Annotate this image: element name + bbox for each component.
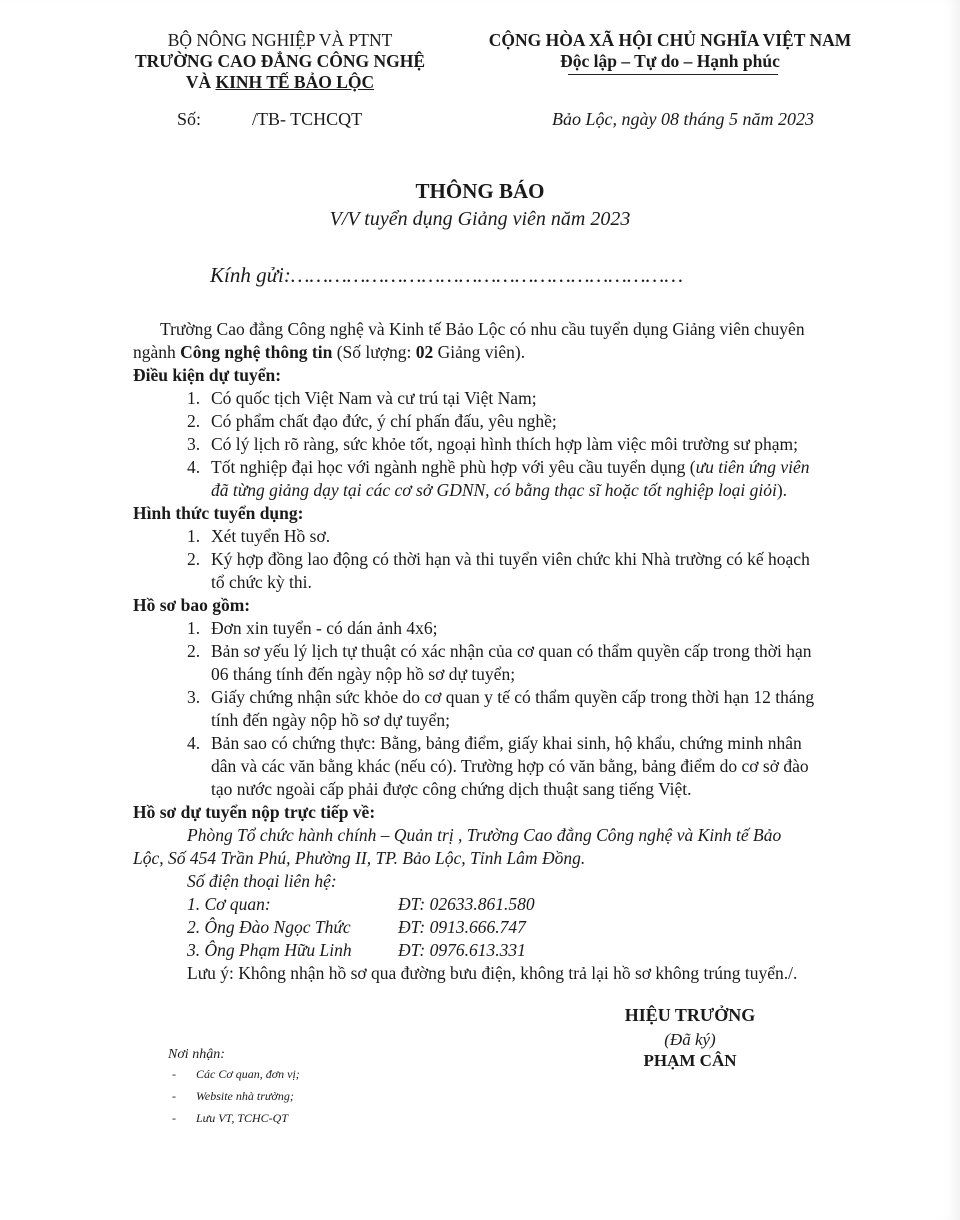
dossier-item-1: 1. Đơn xin tuyển - có dán ảnh 4x6; [187, 618, 438, 638]
condition-item-4: 4. Tốt nghiệp đại học với ngành nghề phù hợp với yêu cầu tuyển dụng (ưu tiên ứng viên [187, 457, 810, 477]
condition-item-4-cont [211, 479, 787, 502]
dossier-heading: Hồ sơ bao gồm: [133, 595, 251, 615]
header-right [455, 30, 885, 72]
document-number-label: Số: [177, 109, 202, 129]
dossier-text: Giấy chứng nhận sức khỏe do cơ quan y tế có thẩm quyền cấp trong thời hạn 12 tháng [211, 687, 815, 707]
contact-name: 3. Ông Phạm Hữu Linh [187, 940, 352, 960]
recipients-heading: Nơi nhận: [168, 1047, 225, 1062]
dossier-item-4: 4. Bản sao có chứng thực: Bằng, bảng điểm, giấy khai sinh, hộ khẩu, chứng minh nhân [187, 733, 802, 753]
major-name: Công nghệ thông tin [180, 342, 333, 362]
contact-phone: ĐT: 0976.613.331 [398, 940, 526, 960]
dossier-item-4-cont1: dân và các văn bằng khác (nếu có). Trường hợp có văn bằng, bảng điểm do cơ sở đào [211, 756, 809, 776]
recipient-line: Kính gửi:……………………………………………………… [210, 263, 683, 287]
condition-text: Có lý lịch rõ ràng, sức khỏe tốt, ngoại hình thích hợp làm việc môi trường sư phạm; [211, 434, 798, 454]
intro-line2 [133, 341, 525, 364]
conditions-heading: Điều kiện dự tuyển: [133, 365, 282, 385]
signer-name: PHẠM CÂN [643, 1051, 737, 1070]
dossier-item-3-cont: tính đến ngày nộp hồ sơ dự tuyển; [211, 710, 450, 730]
form-item-2-cont: tổ chức kỳ thi. [211, 572, 312, 592]
dossier-text: Đơn xin tuyển - có dán ảnh 4x6; [211, 618, 438, 638]
form-text: Ký hợp đồng lao động có thời hạn và thi tuyển viên chức khi Nhà trường có kế hoạch [211, 549, 810, 569]
contact-name: 2. Ông Đào Ngọc Thức [187, 917, 351, 937]
submit-heading: Hồ sơ dự tuyển nộp trực tiếp về: [133, 802, 376, 822]
school-name-line2 [110, 72, 450, 93]
document-title: THÔNG BÁO [415, 179, 545, 203]
document-subtitle: V/V tuyển dụng Giảng viên năm 2023 [329, 208, 631, 230]
dossier-text: Bản sao có chứng thực: Bằng, bảng điểm, giấy khai sinh, hộ khẩu, chứng minh nhân [211, 733, 802, 753]
condition-text: Có quốc tịch Việt Nam và cư trú tại Việt Nam; [211, 388, 537, 408]
dossier-item-2-cont: 06 tháng tính đến ngày nộp hồ sơ dự tuyển; [211, 664, 516, 684]
motto-underline [568, 74, 778, 75]
recipient-item: - Lưu VT, TCHC-QT [172, 1111, 289, 1125]
header-left [110, 30, 450, 93]
contact-phone: ĐT: 02633.861.580 [398, 894, 535, 914]
ministry-name: BỘ NÔNG NGHIỆP VÀ PTNT [167, 30, 393, 50]
recipient-item: - Các Cơ quan, đơn vị; [172, 1067, 300, 1081]
note-line: Lưu ý: Không nhận hồ sơ qua đường bưu điện, không trả lại hồ sơ không trúng tuyển./. [187, 963, 798, 983]
condition-italic: đã từng giảng dạy tại các cơ sở GDNN, có bằng thạc sĩ hoặc tốt nghiệp loại giỏi [211, 480, 777, 500]
condition-text: Có phẩm chất đạo đức, ý chí phấn đấu, yêu nghề; [211, 411, 557, 431]
dossier-item-4-cont2: tạo nước ngoài cấp phải được công chứng dịch thuật sang tiếng Việt. [211, 779, 692, 799]
condition-text: Tốt nghiệp đại học với ngành nghề phù hợp với yêu cầu tuyển dụng ( [211, 457, 696, 477]
intro-text: Giảng viên). [433, 342, 526, 362]
recipient-text: Các Cơ quan, đơn vị; [196, 1067, 300, 1081]
condition-item-3: 3. Có lý lịch rõ ràng, sức khỏe tốt, ngoại hình thích hợp làm việc môi trường sư phạm; [187, 434, 798, 454]
national-motto: Độc lập – Tự do – Hạnh phúc [560, 51, 780, 71]
nation-name: CỘNG HÒA XÃ HỘI CHỦ NGHĨA VIỆT NAM [488, 30, 852, 50]
form-item-2: 2. Ký hợp đồng lao động có thời hạn và thi tuyển viên chức khi Nhà trường có kế hoạch [187, 549, 810, 569]
quantity: 02 [415, 342, 434, 362]
contact-phone: ĐT: 0913.666.747 [398, 917, 526, 937]
phone-heading: Số điện thoại liên hệ: [187, 871, 337, 891]
dossier-text: Bản sơ yếu lý lịch tự thuật có xác nhận của cơ quan có thẩm quyền cấp trong thời hạn [211, 641, 812, 661]
submit-address-line2: Lộc, Số 454 Trần Phú, Phường II, TP. Bảo Lộc, Tỉnh Lâm Đồng. [133, 848, 586, 868]
form-text: Xét tuyển Hồ sơ. [211, 526, 331, 546]
dossier-item-3: 3. Giấy chứng nhận sức khỏe do cơ quan y tế có thẩm quyền cấp trong thời hạn 12 tháng [187, 687, 815, 707]
recipient-item: - Website nhà trường; [172, 1089, 294, 1103]
place-and-date: Bảo Lộc, ngày 08 tháng 5 năm 2023 [552, 109, 814, 129]
forms-heading: Hình thức tuyển dụng: [133, 503, 304, 523]
form-item-1: 1. Xét tuyển Hồ sơ. [187, 526, 331, 546]
document-number-code: /TB- TCHCQT [252, 109, 363, 129]
intro-text: ngành [133, 342, 181, 362]
condition-item-1: 1. Có quốc tịch Việt Nam và cư trú tại Việt Nam; [187, 388, 537, 408]
intro-line1: Trường Cao đẳng Công nghệ và Kinh tế Bảo Lộc có nhu cầu tuyển dụng Giảng viên chuyên [160, 319, 805, 339]
contact-name: 1. Cơ quan: [187, 894, 271, 914]
signer-role: HIỆU TRƯỞNG [624, 1005, 756, 1025]
signed-note: (Đã ký) [664, 1030, 716, 1049]
recipient-text: Lưu VT, TCHC-QT [196, 1111, 289, 1125]
dossier-item-2: 2. Bản sơ yếu lý lịch tự thuật có xác nhận của cơ quan có thẩm quyền cấp trong thời hạn [187, 641, 812, 661]
intro-text: (Số lượng: [332, 342, 416, 362]
condition-italic: ưu tiên ứng viên [695, 457, 810, 477]
school-name-underlined: KINH TẾ BẢO LỘC [215, 72, 375, 92]
school-name-prefix: VÀ [185, 72, 216, 92]
recipient-text: Website nhà trường; [196, 1089, 294, 1103]
submit-address-line1: Phòng Tổ chức hành chính – Quản trị , Trường Cao đẳng Công nghệ và Kinh tế Bảo [187, 825, 782, 845]
condition-item-2: 2. Có phẩm chất đạo đức, ý chí phấn đấu, yêu nghề; [187, 411, 557, 431]
school-name-line1: TRƯỜNG CAO ĐẲNG CÔNG NGHỆ [134, 51, 426, 71]
condition-text: ). [776, 480, 788, 500]
